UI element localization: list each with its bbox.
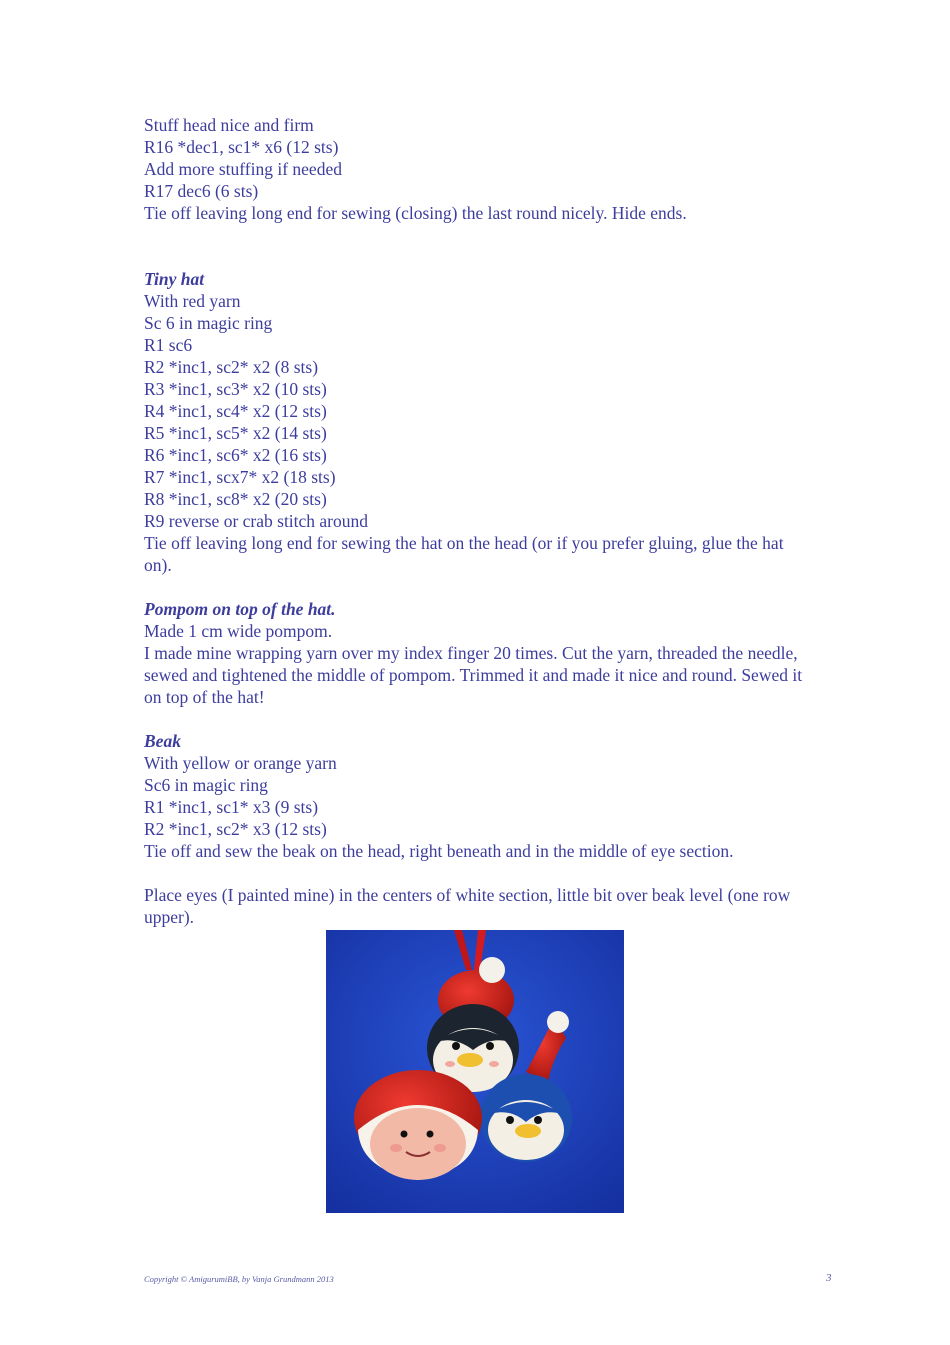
text-line: Tie off leaving long end for sewing the hat on the head (or if you prefer gluing, glue the hat on). — [144, 533, 784, 575]
cheek — [445, 1061, 455, 1067]
cheek — [489, 1061, 499, 1067]
eye — [401, 1131, 408, 1138]
text-line: R2 *inc1, sc2* x3 (12 sts) — [144, 819, 327, 839]
beak-heading: Beak — [144, 731, 181, 751]
text-line: Stuff head nice and firm — [144, 115, 314, 135]
footer-copyright: Copyright © AmigurumiBB, by Vanja Grundmann 2013 — [144, 1274, 334, 1284]
page-number: 3 — [826, 1272, 832, 1284]
text-line: Sc 6 in magic ring — [144, 313, 273, 333]
text-line: R16 *dec1, sc1* x6 (12 sts) — [144, 137, 339, 157]
text-line: Add more stuffing if needed — [144, 159, 342, 179]
text-line: Sc6 in magic ring — [144, 775, 268, 795]
eye — [506, 1116, 514, 1124]
pompom — [547, 1011, 569, 1033]
cheek — [434, 1144, 446, 1152]
text-line: R7 *inc1, scx7* x2 (18 sts) — [144, 467, 336, 487]
cheek — [390, 1144, 402, 1152]
text-line: R1 *inc1, sc1* x3 (9 sts) — [144, 797, 319, 817]
beak — [457, 1053, 483, 1067]
eye — [452, 1042, 460, 1050]
text-line: R5 *inc1, sc5* x2 (14 sts) — [144, 423, 327, 443]
amigurumi-photo — [326, 930, 624, 1213]
eye — [486, 1042, 494, 1050]
text-line: R3 *inc1, sc3* x2 (10 sts) — [144, 379, 327, 399]
beak — [515, 1124, 541, 1138]
text-line: I made mine wrapping yarn over my index finger 20 times. Cut the yarn, threaded the needle, sewed and tightened the middle of pompom. Trimmed it and made it nice and round. Sewed it on top of the hat! — [144, 643, 803, 707]
pattern-text — [144, 114, 814, 928]
text-line: R8 *inc1, sc8* x2 (20 sts) — [144, 489, 327, 509]
text-line: Made 1 cm wide pompom. — [144, 621, 333, 641]
text-line: Tie off and sew the beak on the head, right beneath and in the middle of eye section. — [144, 841, 734, 861]
text-line: R17 dec6 (6 sts) — [144, 181, 259, 201]
text-line: With yellow or orange yarn — [144, 753, 337, 773]
face — [370, 1108, 466, 1180]
eyes-note: Place eyes (I painted mine) in the centers of white section, little bit over beak level (one row upper). — [144, 885, 791, 927]
pompom — [479, 957, 505, 983]
text-line: R9 reverse or crab stitch around — [144, 511, 369, 531]
text-line: With red yarn — [144, 291, 241, 311]
tiny-hat-heading: Tiny hat — [144, 269, 205, 289]
text-line: Tie off leaving long end for sewing (closing) the last round nicely. Hide ends. — [144, 203, 687, 223]
eye — [427, 1131, 434, 1138]
eye — [534, 1116, 542, 1124]
text-line: R6 *inc1, sc6* x2 (16 sts) — [144, 445, 327, 465]
pompom-heading: Pompom on top of the hat. — [144, 599, 336, 619]
text-line: R4 *inc1, sc4* x2 (12 sts) — [144, 401, 327, 421]
text-line: R2 *inc1, sc2* x2 (8 sts) — [144, 357, 319, 377]
text-line: R1 sc6 — [144, 335, 193, 355]
